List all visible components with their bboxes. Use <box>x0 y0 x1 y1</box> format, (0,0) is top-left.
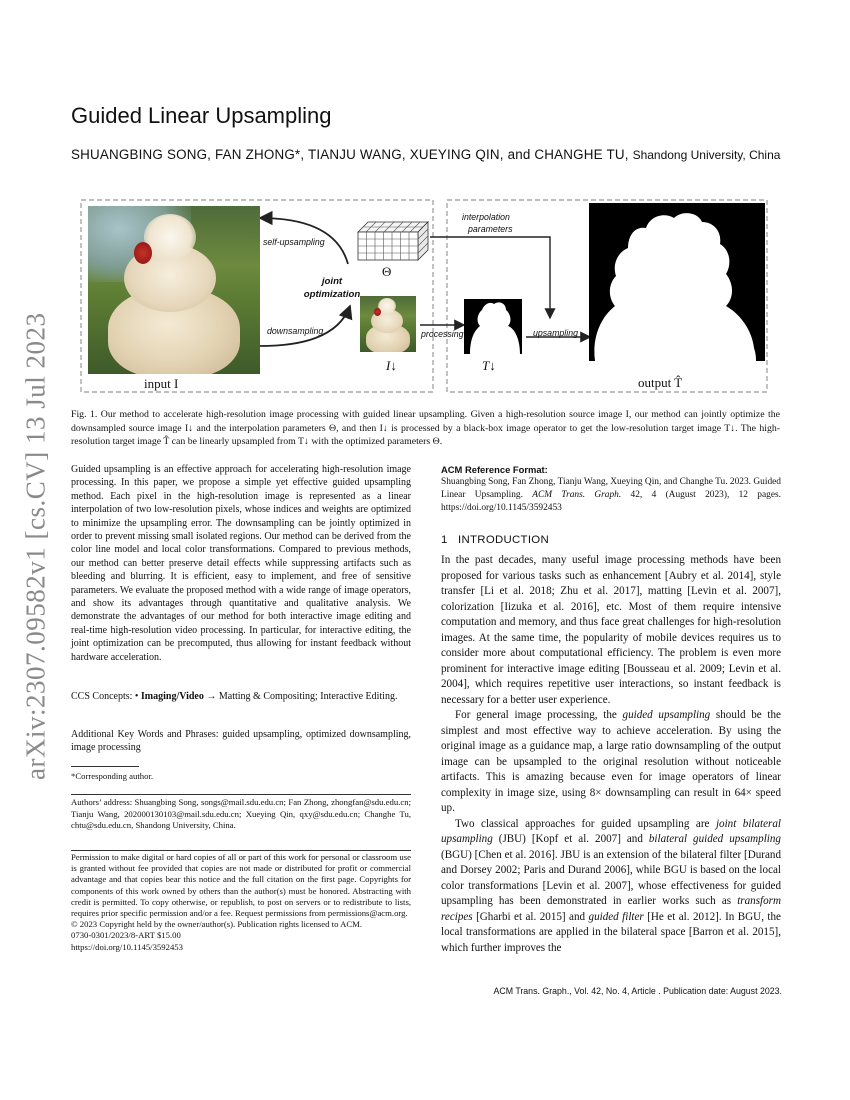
parameters-label: parameters <box>468 224 513 234</box>
permission-text: Permission to make digital or hard copies of all or part of this work for personal or classroom use is granted without fee provided that copies are not made or distributed for profit or commercial advantage and that copies bear this notice and the full citation on the first page. Copyrights for components of this work owned by others than the author(s) must be honored. Abstracting with credit is permitted. To copy otherwise, or republish, to post on servers or to redistribute to lists, requires prior specific permission and/or a fee. Request permissions from permissions@acm.org. <box>71 852 411 919</box>
section-heading <box>441 534 549 546</box>
processing-label: processing <box>421 329 464 339</box>
ccs-term: Imaging/Video <box>140 691 204 702</box>
corresponding-author-note: *Corresponding author. <box>71 771 154 781</box>
downsampled-label: I↓ <box>386 358 397 373</box>
paper-title: Guided Linear Upsampling <box>71 103 332 128</box>
authors-names: SHUANGBING SONG, FAN ZHONG*, TIANJU WANG, XUEYING QIN, and CHANGHE TU, <box>71 147 629 162</box>
issn-line: 0730-0301/2023/8-ART $15.00 <box>71 930 181 941</box>
target-low-label: T↓ <box>482 358 496 373</box>
permission-block <box>71 852 411 953</box>
figure-caption: Fig. 1. Our method to accelerate high-resolution image processing with guided linear upsampling. Given a high-resolution source image I, our method can jointly optimize the downsampled source image I↓ and the interpolation parameters Θ, and then I↓ is processed by a black-box image operator to get the low-resolution target image T↓. The high-resolution target image T̂ can be linearly upsampled from T↓ with the optimized parameters Θ. <box>71 409 780 447</box>
arxiv-identifier: arXiv:2307.09582v1 [cs.CV] 13 Jul 2023 <box>20 312 51 780</box>
joint-label: joint <box>321 276 343 287</box>
acm-reference-heading: ACM Reference Format: <box>441 464 548 475</box>
footnote-rule <box>71 766 139 767</box>
ccs-rest: → Matting & Compositing; Interactive Editing. <box>206 691 398 702</box>
abstract: Guided upsampling is an effective approach for accelerating high-resolution image processing. In this paper, we propose a simple yet effective guided upsampling method. Each pixel in the high-resolution image is represented as a linear interpolation of two low-resolution pixels, whose indices and weights are optimized to minimize the upsampling error. The downsampling can be jointly optimized in order to prevent missing small isolated regions. Our method can be derived from the color line model and local color transformations. Compared to previous methods, our method can better preserve detail effects while suppressing artifacts such as bleeding and blurring. It is efficient, easy to implement, and free of sensitive parameters. We evaluate the proposed method with a wide range of image operators, and show its advantages through quantitative and qualitative analysis. We demonstrate the advantages of our method for both interactive image editing and real-time high-resolution video processing. In particular, for interactive editing, the joint optimization can be precomputed, thus allowing for instant feedback without hardware acceleration. <box>71 464 411 663</box>
author-list <box>71 145 781 165</box>
address-rule <box>71 794 411 795</box>
acm-reference-journal: ACM Trans. Graph. <box>532 490 622 500</box>
downsampling-label: downsampling <box>267 326 324 336</box>
theta-grid <box>358 222 428 260</box>
page-footer: ACM Trans. Graph., Vol. 42, No. 4, Article . Publication date: August 2023. <box>493 986 782 996</box>
ccs-concepts <box>71 690 411 703</box>
permission-rule <box>71 850 411 851</box>
self-upsampling-label: self-upsampling <box>263 237 325 247</box>
copyright-line: © 2023 Copyright held by the owner/author(s). Publication rights licensed to ACM. <box>71 919 363 930</box>
section-title: INTRODUCTION <box>458 534 549 546</box>
section-number: 1 <box>441 534 448 546</box>
keywords: Additional Key Words and Phrases: guided upsampling, optimized downsampling, image processing <box>71 729 411 754</box>
interpolation-label: interpolation <box>462 212 510 222</box>
intro-paragraph-2: For general image processing, the guided upsampling should be the simplest and most effective way to achieve acceleration. By using the original image as a guidance map, a large ratio downsampling of the output image can be upsampled to the original resolution without noticeable artifacts. This is amazing because even for image operators of linear complexity in image size, using 8× downsampling can result in 64× speed up. <box>441 709 781 814</box>
intro-paragraph-1: In the past decades, many useful image processing methods have been proposed for various tasks such as enhancement [Aubry et al. 2014], style transfer [Li et al. 2018; Zhu et al. 2017], matting [Levin et al. 2007], colorization [Iizuka et al. 2016], etc. Most of them require intensive computation and memory, and thus face great challenges for high-resolution images. At the same time, the popularity of mobile devices requires us to consider more about computational efficiency. The problem is even more prominent for interactive image editing [Bousseau et al. 2009; Levin et al. 2004], which requires repetitive user interactions, so instant feedback is necessary for a better user experience. <box>441 554 781 706</box>
acm-reference-text-a: Shuangbing Song, Fan Zhong, Tianju Wang, Xueying Qin, and Changhe Tu. 2023. Guided Linear Upsampling. <box>441 477 781 500</box>
output-image <box>589 203 765 361</box>
downsampled-photo <box>360 296 416 352</box>
intro-paragraph-3: Two classical approaches for guided upsampling are joint bilateral upsampling (JBU) [Kopf et al. 2007] and bilateral guided upsampling (BGU) [Chen et al. 2016]. JBU is an extension of the bilateral filter [Durand and Dorsey 2002; Paris and Durand 2006], while BGU is based on the local color transformations [Levin et al. 2007], whose effectiveness for guided upsampling has been demonstrated in earlier works such as transform recipes [Gharbi et al. 2015] and guided filter [He et al. 2012]. In BGU, the local transformations are applied in the bilateral space [Barron et al. 2015], which further improves the <box>441 817 781 954</box>
upsampling-label: upsampling <box>533 328 578 338</box>
output-label: output T̂ <box>638 375 683 390</box>
authors-affiliation: Shandong University, China <box>632 148 781 162</box>
theta-label: Θ <box>382 264 392 279</box>
introduction-body <box>441 553 781 956</box>
optimization-label: optimization <box>303 289 361 300</box>
ccs-label: CCS Concepts: • <box>71 691 139 702</box>
acm-reference-text-b: 42, 4 (August 2023), 12 pages. https://doi.org/10.1145/3592453 <box>441 490 781 513</box>
input-photo <box>88 206 260 374</box>
doi-link[interactable]: https://doi.org/10.1145/3592453 <box>71 941 183 952</box>
authors-address: Authors’ address: Shuangbing Song, songs@mail.sdu.edu.cn; Fan Zhong, zhongfan@sdu.edu.cn; Tianju Wang, 202000130103@mail.sdu.edu.cn; Xueying Qin, qxy@sdu.edu.cn; Changhe Tu, chtu@sdu.edu.cn, Shandong University, China. <box>71 797 411 831</box>
figure-1 <box>80 198 770 394</box>
low-res-target-image <box>464 299 522 354</box>
input-label: input I <box>144 376 179 391</box>
acm-reference <box>441 463 781 515</box>
